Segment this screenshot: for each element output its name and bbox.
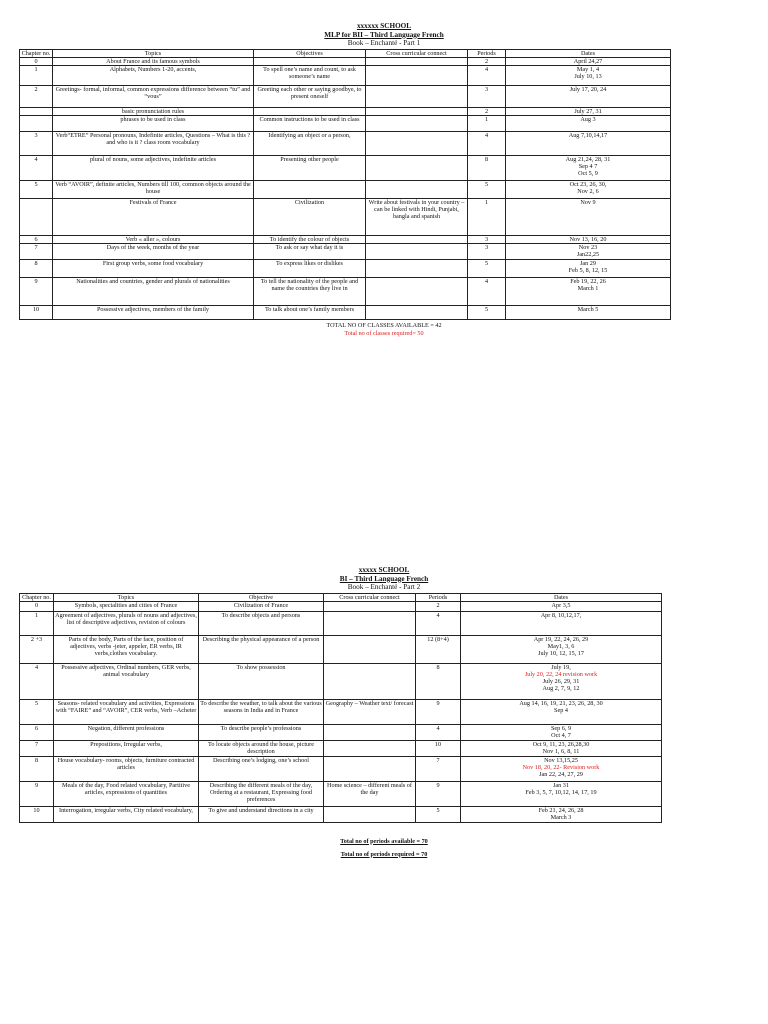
objective-cell: Describing the physical appearance of a person — [199, 635, 324, 663]
chapter-header: Chapter no. — [20, 49, 53, 57]
table-row — [20, 277, 671, 305]
date-line: Feb 3, 5, 7, 10,12, 14, 17, 19 — [525, 788, 597, 796]
periods-cell: 4 — [468, 277, 506, 305]
topic-cell: Prepositions, Irregular verbs, — [54, 740, 199, 756]
table-row — [20, 781, 662, 806]
date-line: July 10, 13 — [574, 72, 602, 80]
objective-cell: To identify the colour of objects — [254, 235, 366, 243]
dates-cell — [506, 115, 671, 131]
periods-cell: 9 — [416, 781, 461, 806]
objective-cell: To talk about one’s family members — [254, 305, 366, 319]
dates-cell — [506, 85, 671, 107]
table-body — [20, 57, 671, 319]
objectives-header: Objective — [199, 593, 324, 601]
objective-cell: Civilization of France — [199, 601, 324, 611]
cross-curricular-cell — [324, 635, 416, 663]
date-line: July 27, 31 — [574, 107, 602, 115]
date-line: Feb 5, 8, 12, 15 — [568, 266, 608, 274]
chapter-cell: 9 — [20, 781, 54, 806]
dates-cell — [506, 107, 671, 115]
periods-cell: 1 — [468, 198, 506, 235]
objective-cell: To ask or say what day it is — [254, 243, 366, 259]
cross-curricular-cell — [366, 57, 468, 65]
date-line: July 10, 12, 15, 17 — [538, 649, 584, 657]
plan2-table — [19, 593, 662, 823]
date-line: Oct 23, 26, 30, — [569, 180, 607, 188]
dates-cell — [506, 131, 671, 155]
dates-cell — [506, 259, 671, 277]
chapter-cell: 2 — [20, 85, 53, 107]
table-row — [20, 155, 671, 180]
table-row — [20, 65, 671, 85]
dates-cell — [461, 635, 662, 663]
date-line: Nov 18, 20, 22- Revision work — [522, 763, 600, 771]
dates-cell — [461, 601, 662, 611]
book-name: Book – Enchanté - Part 1 — [347, 39, 421, 48]
date-line: Sep 6, 9 — [550, 724, 572, 732]
table-row — [20, 115, 671, 131]
periods-cell: 1 — [468, 115, 506, 131]
periods-cell: 3 — [468, 243, 506, 259]
objective-cell: To describe objects and persons — [199, 611, 324, 635]
cross-curricular-cell — [366, 305, 468, 319]
date-line: Apr 8, 10,12,17, — [540, 611, 582, 619]
chapter-cell: 2 +3 — [20, 635, 54, 663]
date-line: Sep 4 7 — [578, 162, 598, 170]
plan-part2 — [0, 566, 768, 859]
cross-curricular-header: Cross curricular connect — [366, 49, 468, 57]
table-body — [20, 601, 662, 822]
cross-curricular-cell: Geography – Weather text/ forecast — [324, 699, 416, 724]
topic-cell: Greetings- formal, informal, common expressions difference between “tu” and “vous” — [53, 85, 254, 107]
objective-cell — [254, 107, 366, 115]
chapter-header: Chapter no. — [20, 593, 54, 601]
school-name: xxxxxx SCHOOL — [356, 22, 412, 30]
objectives-header: Objectives — [254, 49, 366, 57]
date-line: Feb 19, 22, 26 — [570, 277, 606, 285]
table-row — [20, 259, 671, 277]
chapter-cell: 5 — [20, 699, 54, 724]
table-row — [20, 180, 671, 198]
cross-curricular-cell — [366, 235, 468, 243]
periods-cell: 4 — [468, 65, 506, 85]
date-line: Sep 4 — [554, 706, 568, 714]
periods-cell: 8 — [416, 663, 461, 699]
objective-cell: Describing the different meals of the day, Ordering at a restaurant, Expressing food preferences — [199, 781, 324, 806]
dates-cell — [506, 57, 671, 65]
table-row — [20, 756, 662, 781]
topics-header: Topics — [53, 49, 254, 57]
chapter-cell: 1 — [20, 611, 54, 635]
table-row — [20, 699, 662, 724]
periods-cell: 4 — [416, 724, 461, 740]
date-line: Nov 13,15,25 — [544, 756, 578, 764]
date-line: Nov 13, 16, 20 — [569, 235, 607, 243]
periods-cell: 5 — [468, 259, 506, 277]
table-row — [20, 611, 662, 635]
date-line: Aug 3 — [580, 115, 596, 123]
periods-cell: 2 — [416, 601, 461, 611]
cross-curricular-cell — [366, 115, 468, 131]
topic-cell: House vocabulary- rooms, objects, furniture contracted articles — [54, 756, 199, 781]
objective-cell: To describe the weather, to talk about the various seasons in India and in France — [199, 699, 324, 724]
objective-cell: Presenting other people — [254, 155, 366, 180]
dates-cell — [506, 65, 671, 85]
topic-cell: Festivals of France — [53, 198, 254, 235]
topic-cell: Verb“ETRE” Personal pronouns, Indefinite articles, Questions – What is this ? and who is it ? class room vocabulary — [53, 131, 254, 155]
objective-cell: Describing one’s lodging, one’s school — [199, 756, 324, 781]
table-row — [20, 806, 662, 822]
topic-cell: Meals of the day, Food related vocabulary, Partitive articles, expressions of quantities — [54, 781, 199, 806]
chapter-cell: 10 — [20, 806, 54, 822]
table-row — [20, 131, 671, 155]
table-row — [20, 57, 671, 65]
chapter-cell: 8 — [20, 756, 54, 781]
cross-curricular-cell — [324, 611, 416, 635]
cross-curricular-cell — [324, 740, 416, 756]
chapter-cell: 1 — [20, 65, 53, 85]
table-row — [20, 85, 671, 107]
date-line: Oct 4, 7 — [551, 731, 571, 739]
topic-cell: Possessive adjectives, members of the family — [53, 305, 254, 319]
chapter-cell: 7 — [20, 740, 54, 756]
date-line: April 24,27 — [573, 57, 603, 65]
date-line: Feb 21, 24, 26, 28 — [538, 806, 584, 814]
date-line: July 17, 20, 24 — [569, 85, 607, 93]
objective-cell — [254, 180, 366, 198]
objective-cell: To locate objects around the house, picture description — [199, 740, 324, 756]
date-line: Aug 2, 7, 9, 12 — [542, 684, 580, 692]
dates-cell — [461, 756, 662, 781]
chapter-cell: 4 — [20, 663, 54, 699]
table-row — [20, 663, 662, 699]
date-line: March 3 — [550, 813, 572, 821]
periods-cell: 12 (8+4) — [416, 635, 461, 663]
chapter-cell: 10 — [20, 305, 53, 319]
chapter-cell — [20, 198, 53, 235]
date-line: Oct 5, 9 — [578, 169, 598, 177]
dates-cell — [461, 699, 662, 724]
date-line: Jan 22, 24, 27, 29 — [539, 770, 583, 778]
objective-cell: To express likes or dislikes — [254, 259, 366, 277]
dates-cell — [506, 277, 671, 305]
topic-cell: basic pronunciation rules — [53, 107, 254, 115]
cross-curricular-cell — [324, 806, 416, 822]
school-name: xxxxx SCHOOL — [358, 566, 410, 574]
date-line: Aug 7,10,14,17 — [568, 131, 608, 139]
chapter-cell — [20, 107, 53, 115]
dates-cell — [506, 155, 671, 180]
chapter-cell: 4 — [20, 155, 53, 180]
book-name: Book – Enchanté - Part 2 — [347, 583, 421, 592]
objective-cell: To tell the nationality of the people and name the countries they live in — [254, 277, 366, 305]
periods-cell: 2 — [468, 57, 506, 65]
date-line: Oct 9, 11, 23, 26,28,30 — [532, 740, 590, 748]
table-row — [20, 601, 662, 611]
periods-cell: 4 — [416, 611, 461, 635]
plan-title: BI – Third Language French — [339, 574, 429, 583]
cross-curricular-cell — [324, 756, 416, 781]
table-row — [20, 724, 662, 740]
dates-cell — [461, 611, 662, 635]
date-line: Jan22,25 — [576, 250, 600, 258]
topic-cell: Seasons- related vocabulary and activities, Expressions with “FAIRE” and “AVOIR”, CER verbs, Verb –Acheter — [54, 699, 199, 724]
table-row — [20, 107, 671, 115]
plan-title: MLP for BII – Third Language French — [324, 30, 444, 39]
periods-cell: 8 — [468, 155, 506, 180]
dates-cell — [506, 198, 671, 235]
table-row — [20, 235, 671, 243]
table-row — [20, 305, 671, 319]
periods-cell: 7 — [416, 756, 461, 781]
objective-cell: Civilization — [254, 198, 366, 235]
total-available: TOTAL NO OF CLASSES AVAILABLE = 42 — [326, 321, 442, 329]
date-line: Apr 3,5 — [551, 601, 571, 609]
topic-cell: About France and its famous symbols — [53, 57, 254, 65]
objective-cell: To describe people’s professions — [199, 724, 324, 740]
date-line: March 1 — [577, 284, 599, 292]
cross-curricular-cell — [366, 85, 468, 107]
dates-cell — [461, 663, 662, 699]
date-line: Nov 9 — [580, 198, 596, 206]
chapter-cell — [20, 115, 53, 131]
dates-cell — [461, 781, 662, 806]
chapter-cell: 7 — [20, 243, 53, 259]
dates-header: Dates — [506, 49, 671, 57]
topic-cell: First group verbs, some food vocabulary — [53, 259, 254, 277]
topic-cell: Nationalities and countries, gender and plurals of nationalities — [53, 277, 254, 305]
topic-cell: Alphabets, Numbers 1-20, accents, — [53, 65, 254, 85]
periods-cell: 10 — [416, 740, 461, 756]
objective-cell: To give and understand directions in a city — [199, 806, 324, 822]
cross-curricular-cell — [366, 65, 468, 85]
chapter-cell: 8 — [20, 259, 53, 277]
cross-curricular-header: Cross curricular connect — [324, 593, 416, 601]
chapter-cell: 9 — [20, 277, 53, 305]
cross-curricular-cell: Home science – different meals of the day — [324, 781, 416, 806]
date-line: July 26, 29, 31 — [542, 677, 580, 685]
table-header-row — [20, 593, 662, 601]
plan-part1 — [0, 22, 768, 338]
objective-cell: Common instructions to be used in class — [254, 115, 366, 131]
objective-cell: To show possession — [199, 663, 324, 699]
dates-cell — [506, 243, 671, 259]
cross-curricular-cell — [366, 180, 468, 198]
topic-cell: Symbols, specialities and cities of France — [54, 601, 199, 611]
topic-cell: Verb “AVOIR”, definite articles, Numbers till 100, common objects around the house — [53, 180, 254, 198]
date-line: Aug 21,24, 28, 31 — [565, 155, 611, 163]
date-line: July 19, — [551, 663, 571, 671]
date-line: May 1, 4 — [576, 65, 600, 73]
table-row — [20, 198, 671, 235]
date-line: Jan 31 — [553, 781, 569, 789]
total-available: Total no of periods available = 70 — [340, 837, 428, 845]
chapter-cell: 6 — [20, 724, 54, 740]
objective-cell: To spell one’s name and count, to ask someone’s name — [254, 65, 366, 85]
periods-cell: 2 — [468, 107, 506, 115]
topic-cell: Verb « aller », colours — [53, 235, 254, 243]
topic-cell: phrases to be used in class — [53, 115, 254, 131]
date-line: Jan 29 — [580, 259, 596, 267]
table-row — [20, 740, 662, 756]
cross-curricular-cell: Write about festivals in your country – can be linked with Hindi, Punjabi, bangla and spanish — [366, 198, 468, 235]
periods-cell: 3 — [468, 85, 506, 107]
table-row — [20, 635, 662, 663]
date-line: Nov 2, 6 — [577, 187, 599, 195]
periods-cell: 5 — [468, 180, 506, 198]
cross-curricular-cell — [324, 601, 416, 611]
dates-cell — [506, 180, 671, 198]
periods-cell: 5 — [468, 305, 506, 319]
dates-cell — [461, 724, 662, 740]
cross-curricular-cell — [366, 155, 468, 180]
table-header-row — [20, 49, 671, 57]
chapter-cell: 0 — [20, 57, 53, 65]
chapter-cell: 3 — [20, 131, 53, 155]
plan2-header — [0, 566, 768, 592]
topic-cell: Days of the week, months of the year — [53, 243, 254, 259]
plan1-table — [19, 49, 671, 320]
cross-curricular-cell — [324, 663, 416, 699]
chapter-cell: 0 — [20, 601, 54, 611]
topic-cell: Parts of the body, Parts of the face, position of adjectives, verbs -jeter, appeler, ER verbs, IR verbs,clothes vocabulary. — [54, 635, 199, 663]
objective-cell — [254, 57, 366, 65]
periods-cell: 9 — [416, 699, 461, 724]
dates-cell — [461, 740, 662, 756]
chapter-cell: 6 — [20, 235, 53, 243]
objective-cell: Greeting each other or saying goodbye, to present oneself — [254, 85, 366, 107]
objective-cell: Identifying an object or a person, — [254, 131, 366, 155]
dates-cell — [506, 235, 671, 243]
topic-cell: Interrogation, irregular verbs, City related vocabulary, — [54, 806, 199, 822]
topic-cell: Agreement of adjectives, plurals of nouns and adjectives, list of descriptive adjectives, revision of colours — [54, 611, 199, 635]
cross-curricular-cell — [366, 259, 468, 277]
periods-cell: 4 — [468, 131, 506, 155]
cross-curricular-cell — [366, 277, 468, 305]
dates-cell — [461, 806, 662, 822]
topic-cell: Negation, different professions — [54, 724, 199, 740]
total-required: Total no of periods required = 70 — [340, 850, 428, 858]
date-line: Aug 14, 16, 19, 21, 23, 26, 28, 30 — [519, 699, 603, 707]
dates-cell — [506, 305, 671, 319]
periods-header: Periods — [468, 49, 506, 57]
cross-curricular-cell — [366, 131, 468, 155]
table-row — [20, 243, 671, 259]
total-required: Total no of classes required= 50 — [344, 329, 424, 337]
date-line: Nov 1, 6, 8, 11 — [542, 747, 580, 755]
chapter-cell: 5 — [20, 180, 53, 198]
date-line: May1, 3, 6 — [547, 642, 575, 650]
periods-cell: 5 — [416, 806, 461, 822]
date-line: July 20, 22, 24 revision work — [524, 670, 598, 678]
cross-curricular-cell — [324, 724, 416, 740]
cross-curricular-cell — [366, 107, 468, 115]
date-line: Apr 19, 22, 24, 26, 29 — [533, 635, 589, 643]
topics-header: Topics — [54, 593, 199, 601]
date-line: Nov 23 — [578, 243, 598, 251]
date-line: March 5 — [577, 305, 599, 313]
plan1-header — [0, 22, 768, 48]
periods-header: Periods — [416, 593, 461, 601]
dates-header: Dates — [461, 593, 662, 601]
topic-cell: Possessive adjectives, Ordinal numbers, GER verbs, animal vocabulary — [54, 663, 199, 699]
topic-cell: plural of nouns, some adjectives, indefinite articles — [53, 155, 254, 180]
periods-cell: 3 — [468, 235, 506, 243]
cross-curricular-cell — [366, 243, 468, 259]
